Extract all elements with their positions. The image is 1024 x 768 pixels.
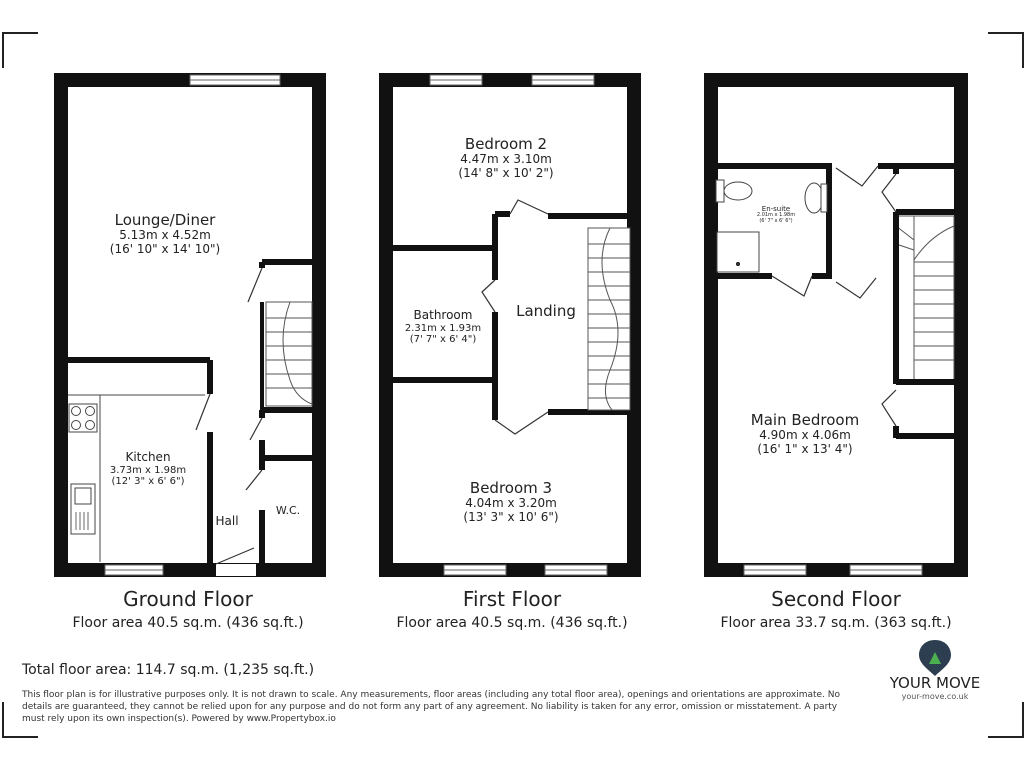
room-label-wc xyxy=(276,505,300,518)
room-dims-imperial: (16' 1" x 13' 4") xyxy=(757,442,853,457)
room-label-bedroom-2 xyxy=(458,136,553,181)
second-floor-stairs xyxy=(896,216,954,380)
ensuite-basin xyxy=(805,183,823,213)
room-label-bathroom xyxy=(405,309,481,346)
kitchen-door-swing xyxy=(196,394,210,430)
room-label-main-bedroom xyxy=(751,412,859,457)
room-name: En-suite xyxy=(761,205,791,213)
room-name: Main Bedroom xyxy=(750,411,860,429)
ground-floor-plan xyxy=(61,75,319,576)
second-floor-plan xyxy=(711,80,961,575)
bedroom3-door-swing xyxy=(495,412,548,434)
bedroom2-door-swing xyxy=(510,200,548,214)
floor-area-first: Floor area 40.5 sq.m. (436 sq.ft.) xyxy=(396,615,628,631)
room-dims-imperial: (16' 10" x 14' 10") xyxy=(109,242,221,257)
ensuite-door-swing xyxy=(772,276,812,296)
brand-logo-space xyxy=(880,640,990,672)
room-name: Lounge/Diner xyxy=(114,211,216,229)
brand-block xyxy=(880,640,990,701)
wc-door-swing xyxy=(246,470,262,490)
front-door-swing xyxy=(216,548,254,564)
disclaimer-text: This floor plan is for illustrative purposes only. It is not drawn to scale. Any measurements, floor areas (including any total floor area), openings and orientations are approximate. No details are guaranteed, they cannot be relied upon for any purpose and do not form any part of any agreement. No liability is taken for any error, omission or misstatement. A party must rely upon its own inspection(s). Powered by www.Propertybox.io xyxy=(22,690,840,724)
wardrobe-door-swing xyxy=(882,390,896,426)
brand-name: YOUR MOVE xyxy=(889,674,981,692)
floor-area-ground: Floor area 40.5 sq.m. (436 sq.ft.) xyxy=(72,615,304,631)
ensuite-toilet xyxy=(716,180,724,202)
room-name: Bathroom xyxy=(413,308,473,322)
room-label-en-suite xyxy=(757,205,795,225)
room-dims-imperial: (14' 8" x 10' 2") xyxy=(458,166,554,181)
first-floor-stairs xyxy=(588,228,630,410)
room-dims-imperial: (13' 3" x 10' 6") xyxy=(463,510,559,525)
room-dims-metric: 3.73m x 1.98m xyxy=(109,464,187,476)
lounge-door-swing xyxy=(248,268,262,302)
room-dims-metric: 2.01m x 1.98m xyxy=(756,212,796,219)
room-dims-imperial: (6' 7" x 6' 6") xyxy=(759,217,793,224)
room-name: Hall xyxy=(215,514,239,528)
room-dims-metric: 4.04m x 3.20m xyxy=(465,496,557,511)
floor-title-first: First Floor xyxy=(462,587,562,611)
bathroom-door-swing xyxy=(482,280,495,312)
room-name: Landing xyxy=(516,302,576,320)
room-label-landing xyxy=(516,303,576,320)
room-dims-metric: 5.13m x 4.52m xyxy=(119,228,211,243)
total-floor-area: Total floor area: 114.7 sq.m. (1,235 sq.ft.) xyxy=(22,662,315,678)
brand-url: your-move.co.uk xyxy=(901,692,969,701)
room-label-kitchen xyxy=(110,451,186,488)
room-dims-imperial: (7' 7" x 6' 4") xyxy=(409,334,477,346)
room-dims-metric: 2.31m x 1.93m xyxy=(404,322,482,334)
room-dims-metric: 4.90m x 4.06m xyxy=(759,428,851,443)
room-dims-imperial: (12' 3" x 6' 6") xyxy=(111,476,185,488)
floor-title-ground: Ground Floor xyxy=(123,587,253,611)
room-label-bedroom-3 xyxy=(463,480,558,525)
floor-title-second: Second Floor xyxy=(771,587,901,611)
room-label-lounge-diner xyxy=(110,212,220,257)
room-name: Bedroom 3 xyxy=(469,479,553,497)
room-name: Kitchen xyxy=(125,450,171,464)
floor-area-second: Floor area 33.7 sq.m. (363 sq.ft.) xyxy=(720,615,952,631)
room-name: W.C. xyxy=(275,504,301,517)
room-name: Bedroom 2 xyxy=(464,135,548,153)
ground-floor-stairs xyxy=(266,302,312,406)
room-dims-metric: 4.47m x 3.10m xyxy=(460,152,552,167)
room-label-hall xyxy=(215,515,238,529)
